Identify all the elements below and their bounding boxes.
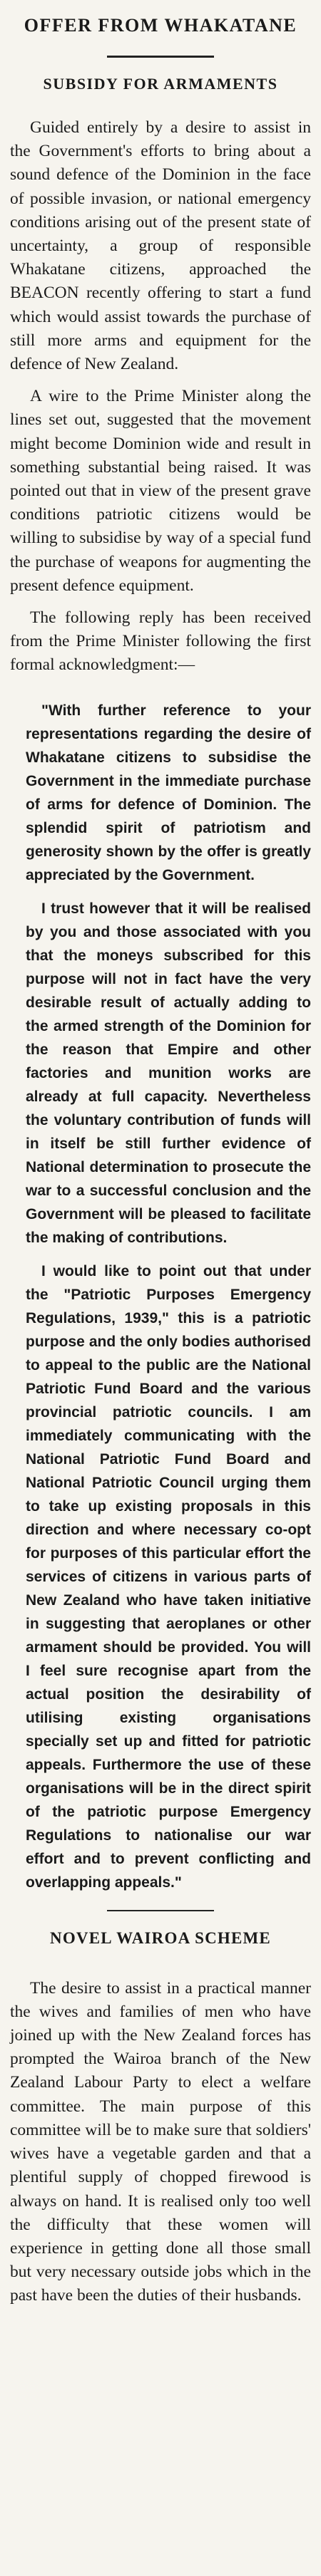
quoted-reply-paragraph: "With further reference to your representations regarding the desire of Whakatane citizens to subsidise the Government in the immediate purchase of arms for defence of Dominion. The splendid spirit of patriotism and generosity shown by the offer is greatly appreciated by the Government. xyxy=(26,702,311,883)
article-separator-rule xyxy=(107,1910,214,1911)
subheadline: SUBSIDY FOR ARMAMENTS xyxy=(43,75,278,93)
article-novel-wairoa-scheme xyxy=(10,1927,311,2308)
headline: NOVEL WAIROA SCHEME xyxy=(50,1928,271,1947)
article-offer-from-whakatane xyxy=(10,11,311,1894)
headline: OFFER FROM WHAKATANE xyxy=(24,15,297,36)
body-paragraph: The desire to assist in a practical manner the wives and families of men who have joined up with the New Zealand forces has prompted the Wairoa branch of the New Zealand Labour Party to elect a welfare committee. The main purpose of this committee will be to make sure that soldiers' wives have a vegetable garden and that a plentiful supply of chopped firewood is always on hand. It is realised only too well the difficulty that these women will experience in getting done all those small but very necessary outside jobs which in the past have been the duties of their husbands. xyxy=(10,1978,311,2305)
body-paragraph: A wire to the Prime Minister along the lines set out, suggested that the movement might become Dominion wide and result in something substantial being raised. It was pointed out that in view of the present grave conditions patriotic citizens would be willing to subsidise by way of a special fund the purchase of weapons for augmenting the present defence equipment. xyxy=(10,387,311,595)
body-paragraph: The following reply has been received from the Prime Minister following the first formal acknowledgment:— xyxy=(10,608,311,675)
quoted-reply-paragraph: I would like to point out that under the "Patriotic Purposes Emergency Regulations, 1939," this is a patriotic purpose and the only bodies authorised to appeal to the public are the National Patriotic Fund Board and the various provincial patriotic councils. I am immediately communicating with the National Patriotic Fund Board and National Patriotic Council urging them to take up existing proposals in this direction and where necessary co-opt for purposes of this particular effort the services of citizens in various parts of New Zealand who have taken initiative in suggesting that aeroplanes or other armament should be provided. You will I feel sure recognise apart from the actual position the desirability of utilising existing organisations specially set up and fitted for patriotic appeals. Furthermore the use of these organisations will be in the direct spirit of the patriotic purpose Emergency Regulations to nationalise our war effort and to prevent conflicting and overlapping appeals." xyxy=(26,1262,311,1891)
body-paragraph: Guided entirely by a desire to assist in the Government's efforts to bring about a sound defence of the Dominion in the face of possible invasion, or national emergency conditions arising out of the present state of uncertainty, a group of responsible Whakatane citizens, approached the BEACON recently offering to start a fund which would assist towards the purchase of still more arms and equipment for the defence of New Zealand. xyxy=(10,118,311,374)
quoted-reply-paragraph: I trust however that it will be realised by you and those associated with you that the moneys subscribed for this purpose will not in fact have the very desirable result of actually adding to the armed strength of the Dominion for the reason that Empire and other factories and munition works are already at full capacity. Nevertheless the voluntary contribution of funds will in itself be still further evidence of National determination to prosecute the war to a successful conclusion and the Government will be pleased to facilitate the making of contributions. xyxy=(26,900,311,1246)
headline-rule xyxy=(107,56,214,58)
